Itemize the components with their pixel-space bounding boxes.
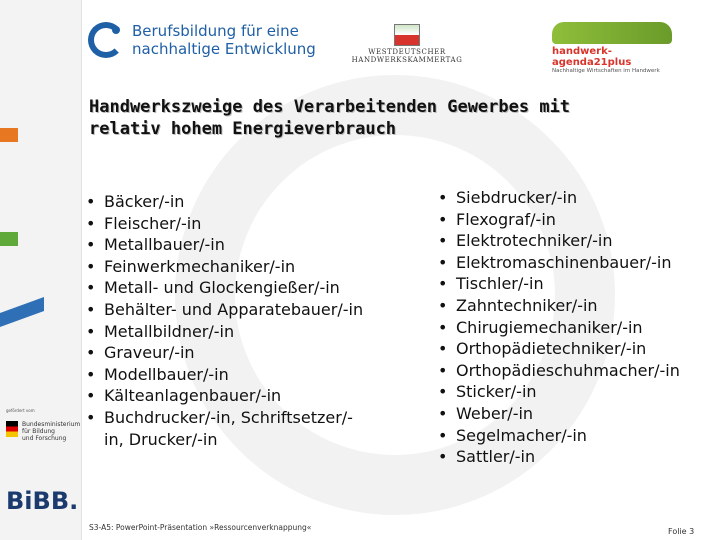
list-item (86, 299, 416, 321)
bullet-icon: • (438, 425, 448, 445)
bullet-icon: • (438, 317, 448, 337)
list-item-text: Graveur/-in (104, 343, 195, 363)
list-item-text: Zahntechniker/-in (456, 295, 598, 315)
german-flag-eagle-icon (6, 421, 18, 437)
list-item-text: Bäcker/-in (104, 192, 185, 211)
bne-logo-text (132, 22, 316, 58)
list-item-text: Kälteanlagenbauer/-in (104, 386, 282, 406)
agenda21-logo-word: handwerk-agenda21plus (552, 46, 632, 68)
bmbf-logo-text (22, 421, 80, 442)
bullet-icon: • (438, 382, 448, 402)
bibb-logo: BiBB. (6, 487, 79, 515)
list-item (438, 425, 718, 447)
bullet-icon: • (438, 231, 448, 251)
whkt-logo-text: WESTDEUTSCHER HANDWERKSKAMMERTAG (351, 48, 463, 64)
bmbf-line-3: und Forschung (22, 435, 67, 442)
bullet-icon: • (86, 299, 96, 319)
list-item (438, 252, 718, 274)
bullet-icon: • (438, 447, 448, 467)
bullet-icon: • (438, 274, 448, 294)
bne-ring-icon (88, 22, 124, 58)
bullet-icon: • (438, 188, 448, 207)
bullet-icon: • (86, 235, 96, 255)
left-sidebar-strip (0, 0, 82, 540)
bne-logo-line-2: nachhaltige Entwicklung (132, 40, 316, 58)
list-item (86, 191, 416, 213)
list-item-text: Buchdrucker/-in, Schriftsetzer/- (104, 407, 353, 427)
list-item-text: Fleischer/-in (104, 213, 202, 233)
bne-logo-line-1: Berufsbildung für eine (132, 22, 299, 40)
bullet-icon: • (438, 339, 448, 359)
whkt-logo (322, 24, 492, 64)
list-item (438, 295, 718, 317)
bullet-icon: • (86, 321, 96, 341)
agenda21-graphic-icon (552, 22, 672, 44)
list-item (438, 446, 718, 468)
list-item-text: Behälter- und Apparatebauer/-in (104, 299, 364, 319)
list-item (438, 209, 718, 231)
slide-number: Folie 3 (668, 527, 695, 536)
list-item (438, 230, 718, 252)
bullet-icon: • (438, 360, 448, 380)
list-item (86, 321, 416, 343)
list-item-text: Elektromaschinenbauer/-in (456, 252, 672, 272)
list-item (438, 338, 718, 360)
bullet-icon: • (86, 407, 96, 427)
list-item-text: Metallbildner/-in (104, 321, 235, 341)
bmbf-line-1: Bundesministerium (22, 421, 81, 428)
list-item-text: Feinwerkmechaniker/-in (104, 256, 296, 276)
bullet-icon: • (438, 295, 448, 315)
list-item (438, 360, 718, 382)
bne-logo (88, 22, 316, 58)
list-item-text: Flexograf/-in (456, 209, 556, 229)
list-item-text: Chirugiemechaniker/-in (456, 317, 643, 337)
list-item-text: Orthopädieschuhmacher/-in (456, 360, 680, 380)
list-item-text: Metallbauer/-in (104, 235, 225, 255)
list-item (86, 256, 416, 278)
agenda21-logo-sub: Nachhaltige Wirtschaften im Handwerk (552, 68, 660, 74)
list-item (86, 407, 416, 429)
list-item-text: Sattler/-in (456, 447, 536, 467)
list-item-text: Metall- und Glockengießer/-in (104, 278, 340, 298)
bmbf-line-2: für Bildung (22, 428, 55, 435)
list-item (86, 277, 416, 299)
bullet-icon: • (86, 256, 96, 276)
list-item (86, 213, 416, 235)
list-item-text: in, Drucker/-in (104, 429, 218, 449)
list-item (86, 364, 416, 386)
slide-title-line-2: relativ hohem Energieverbrauch (89, 119, 397, 139)
agenda21-logo (552, 22, 672, 74)
list-item-text: Orthopädietechniker/-in (456, 339, 647, 359)
slide-title-line-1: Handwerkszweige des Verarbeitenden Gewerbes mit (89, 97, 571, 117)
bullet-icon: • (86, 192, 96, 211)
list-item-text: Tischler/-in (456, 274, 544, 294)
bmbf-logo (6, 408, 82, 442)
slide-title (89, 96, 709, 140)
list-item-text: Siebdrucker/-in (456, 188, 578, 207)
bullet-icon: • (86, 278, 96, 298)
green-tab-marker (0, 232, 18, 246)
bullet-icon: • (86, 343, 96, 363)
list-item-text: Sticker/-in (456, 382, 537, 402)
list-item (438, 403, 718, 425)
bullet-icon: • (438, 252, 448, 272)
bullet-icon: • (86, 364, 96, 384)
list-item (86, 385, 416, 407)
list-item (438, 187, 718, 209)
list-item (86, 234, 416, 256)
list-item (438, 273, 718, 295)
right-trade-list (438, 187, 718, 468)
list-item-text: Elektrotechniker/-in (456, 231, 613, 251)
nrw-crest-icon (394, 24, 420, 46)
list-item (438, 381, 718, 403)
list-item-continuation (86, 429, 416, 451)
bullet-icon: • (86, 213, 96, 233)
left-trade-list (86, 191, 416, 450)
list-item (438, 317, 718, 339)
list-item-text: Weber/-in (456, 403, 534, 423)
list-item (86, 342, 416, 364)
orange-tab-marker (0, 128, 18, 142)
bullet-icon: • (438, 209, 448, 229)
list-item-text: Modellbauer/-in (104, 364, 229, 384)
footer-source: S3-A5: PowerPoint-Präsentation »Ressourcenverknappung« (89, 523, 312, 532)
bmbf-funding-note: gefördert vom (6, 408, 35, 413)
bullet-icon: • (438, 403, 448, 423)
list-item-text: Segelmacher/-in (456, 425, 587, 445)
bullet-icon: • (86, 386, 96, 406)
sidebar-divider (0, 0, 82, 540)
